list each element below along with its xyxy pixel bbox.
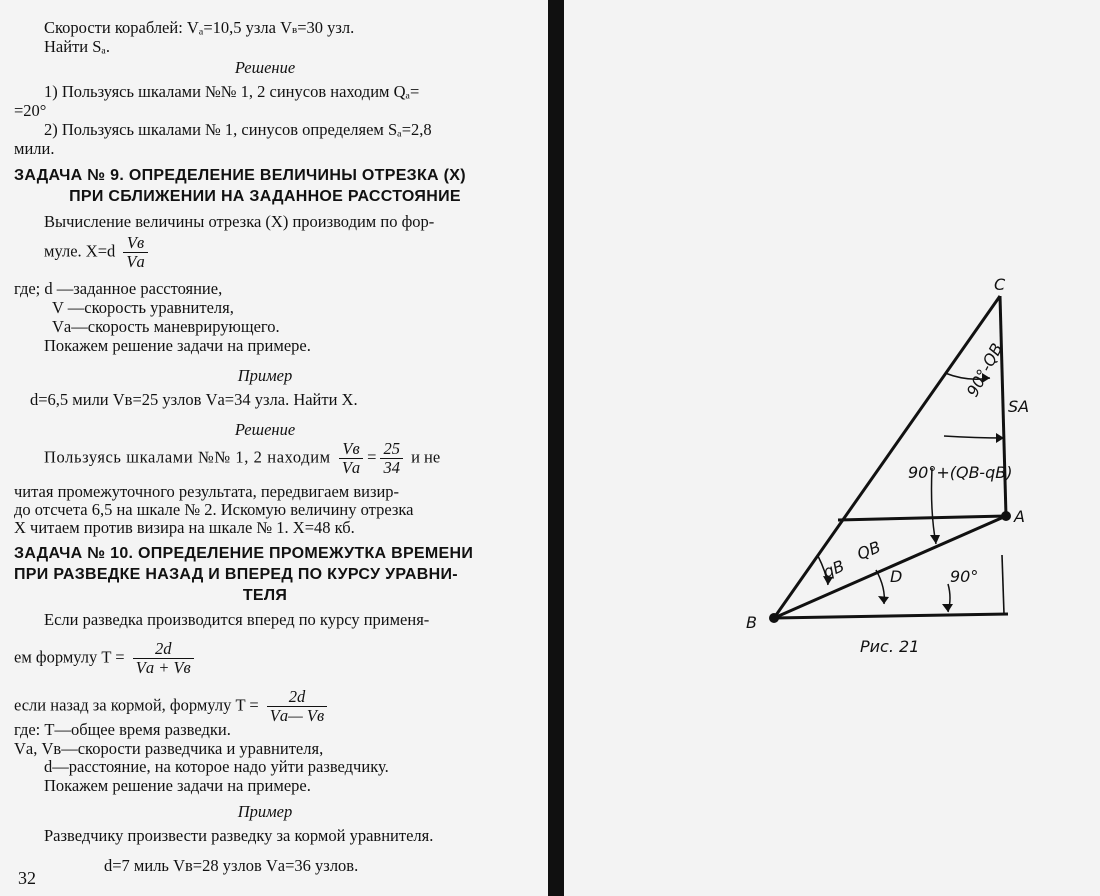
line-base <box>774 614 1008 618</box>
point-a <box>1001 511 1011 521</box>
label-d: D <box>890 567 903 586</box>
text-line: X читаем против визира на шкале № 1. X=48 кб. <box>14 518 355 537</box>
task-10-heading-cont: ПРИ РАЗВЕДКЕ НАЗАД И ВПЕРЕД ПО КУРСУ УРАВНИ- <box>14 566 458 583</box>
text-line: где: T—общее время разведки. <box>14 720 231 739</box>
task-10-heading-cont: ТЕЛЯ <box>242 587 288 604</box>
text-line: V —скорость уравнителя, <box>52 298 234 317</box>
page-gutter <box>548 0 564 896</box>
text-line: d=7 миль Vв=28 узлов Vа=36 узлов. <box>104 856 359 875</box>
label-qb: QB <box>854 537 884 564</box>
formula-fraction: $\frac{25}{34}$ <box>380 440 403 477</box>
text-line: Скорости кораблей: Vₐ=10,5 узла Vв=30 узл. <box>44 18 355 37</box>
text-line: 1) Пользуясь шкалами №№ 1, 2 синусов находим Qₐ= <box>44 82 420 101</box>
text-line: Найти Sₐ. <box>44 37 111 56</box>
task-10-heading: ЗАДАЧА № 10. ОПРЕДЕЛЕНИЕ ПРОМЕЖУТКА ВРЕМЕНИ <box>14 545 474 562</box>
subheading-example: Пример <box>237 366 293 385</box>
text-line: мили. <box>14 139 55 158</box>
formula-fraction: $\frac{2d}{Vа— Vв}$ <box>267 688 327 725</box>
subheading-example: Пример <box>237 802 293 821</box>
text-line: d—расстояние, на которое надо уйти разведчику. <box>44 757 389 776</box>
text-line: Vа, Vв—скорости разведчика и уравнителя, <box>14 739 324 758</box>
text-line: =20° <box>14 101 47 120</box>
formula-line: муле. X=d $\frac{Vв}{Vа}$ <box>44 234 152 271</box>
text-line: d=6,5 мили Vв=25 узлов Vа=34 узла. Найти X. <box>30 390 358 409</box>
formula-fraction: $\frac{Vв}{Vа}$ <box>339 440 363 477</box>
text-line: Покажем решение задачи на примере. <box>44 776 311 795</box>
text-line: Vа—скорость маневрирующего. <box>52 317 280 336</box>
point-b <box>769 613 779 623</box>
label-90-minus-qb: 90°-QB <box>962 340 1007 400</box>
page-number: 32 <box>18 868 36 888</box>
arrow-head <box>942 604 953 612</box>
line-horizontal <box>838 516 1006 520</box>
task-9-heading: ЗАДАЧА № 9. ОПРЕДЕЛЕНИЕ ВЕЛИЧИНЫ ОТРЕЗКА (X) <box>14 167 466 184</box>
subheading-solution: Решение <box>234 420 296 439</box>
text-line: Вычисление величины отрезка (X) производим по фор- <box>44 212 435 231</box>
triangle-diagram <box>564 0 1100 896</box>
text-line: Разведчику произвести разведку за кормой уравнителя. <box>44 826 434 845</box>
label-90: 90° <box>950 567 979 586</box>
formula-fraction: $\frac{Vв}{Vа}$ <box>123 234 147 271</box>
text-line: читая промежуточного результата, передвигаем визир- <box>14 482 400 501</box>
label-c: C <box>994 275 1006 294</box>
formula-fraction: $\frac{2d}{Vа + Vв}$ <box>133 640 194 677</box>
line-ca <box>1000 296 1006 516</box>
formula-line: если назад за кормой, формулу T = $\frac{2d}{Vа— Vв}$ <box>14 688 331 725</box>
label-sa: SA <box>1008 397 1030 416</box>
right-page <box>564 0 1100 896</box>
label-qb-small: qB <box>820 556 848 582</box>
figure-caption: Рис. 21 <box>860 637 920 656</box>
arrow-head <box>878 596 889 604</box>
text-line: до отсчета 6,5 на шкале № 2. Искомую величину отрезка <box>14 500 414 519</box>
formula-line: Пользуясь шкалами №№ 1, 2 находим $\frac{Vв}{Vа}$ = $\frac{25}{34}$ и не <box>44 439 441 477</box>
text-line: Если разведка производится вперед по курсу применя- <box>44 610 430 629</box>
label-90-plus: 90°+(QB-qB) <box>908 463 1013 482</box>
label-a: A <box>1014 507 1025 526</box>
text-line: Покажем решение задачи на примере. <box>44 336 311 355</box>
vertical-tick <box>1002 555 1004 614</box>
label-b: B <box>746 613 757 632</box>
formula-line: ем формулу T = $\frac{2d}{Vа + Vв}$ <box>14 640 198 677</box>
text-line: где; d —заданное расстояние, <box>14 279 223 298</box>
text-line: 2) Пользуясь шкалами № 1, синусов определяем Sₐ=2,8 <box>44 120 432 139</box>
arc-90-plus <box>944 436 1004 438</box>
task-9-heading-cont: ПРИ СБЛИЖЕНИИ НА ЗАДАННОЕ РАССТОЯНИЕ <box>69 188 461 205</box>
subheading-solution: Решение <box>234 58 296 77</box>
